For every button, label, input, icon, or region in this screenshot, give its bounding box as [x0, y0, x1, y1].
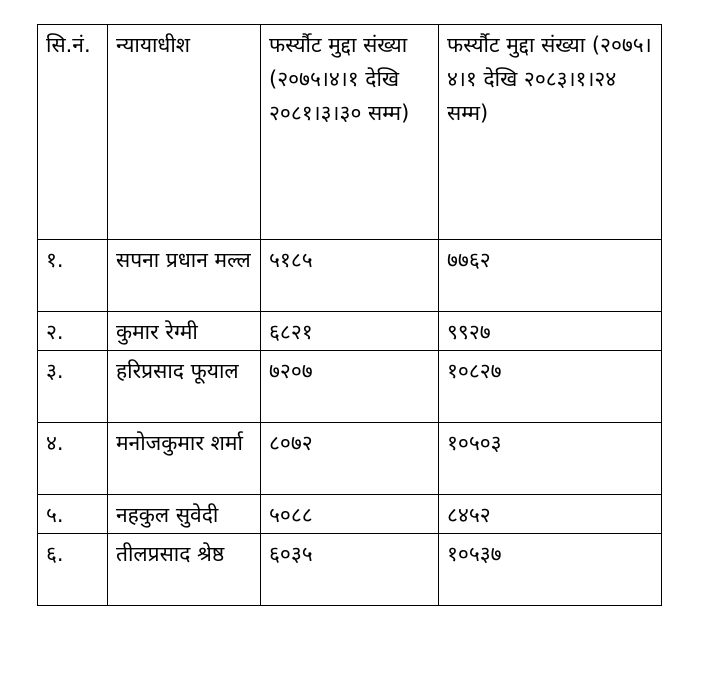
row-count-2081: ८०७२: [261, 423, 439, 495]
row-count-2081: ७२०७: [261, 351, 439, 423]
row-count-2081: ६०३५: [261, 534, 439, 606]
judges-case-table: [37, 24, 662, 606]
table-row: [38, 351, 662, 423]
header-judge: न्यायाधीश: [108, 25, 261, 240]
row-serial-number: ६.: [38, 534, 108, 606]
row-count-2081: ५०८८: [261, 495, 439, 534]
row-count-2083: १०८२७: [439, 351, 662, 423]
row-serial-number: ३.: [38, 351, 108, 423]
row-count-2083: ७७६२: [439, 240, 662, 312]
table-row: [38, 312, 662, 351]
row-count-2083: ९९२७: [439, 312, 662, 351]
table-header-row: [38, 25, 662, 240]
table-row: [38, 495, 662, 534]
row-serial-number: १.: [38, 240, 108, 312]
row-judge-name: हरिप्रसाद फूयाल: [108, 351, 261, 423]
row-count-2083: ८४५२: [439, 495, 662, 534]
row-count-2083: १०५३७: [439, 534, 662, 606]
row-judge-name: तीलप्रसाद श्रेष्ठ: [108, 534, 261, 606]
row-judge-name: मनोजकुमार शर्मा: [108, 423, 261, 495]
row-count-2081: ६८२१: [261, 312, 439, 351]
table-row: [38, 423, 662, 495]
row-count-2081: ५१८५: [261, 240, 439, 312]
row-judge-name: कुमार रेग्मी: [108, 312, 261, 351]
row-judge-name: नहकुल सुवेदी: [108, 495, 261, 534]
table-row: [38, 240, 662, 312]
header-disposed-cases-2083: फर्स्यौट मुद्दा संख्या (२०७५।४।१ देखि २०८३।१।२४ सम्म): [439, 25, 662, 240]
table-row: [38, 534, 662, 606]
row-judge-name: सपना प्रधान मल्ल: [108, 240, 261, 312]
row-serial-number: २.: [38, 312, 108, 351]
row-serial-number: ५.: [38, 495, 108, 534]
header-serial-number: सि.नं.: [38, 25, 108, 240]
row-count-2083: १०५०३: [439, 423, 662, 495]
row-serial-number: ४.: [38, 423, 108, 495]
header-disposed-cases-2081: फर्स्यौट मुद्दा संख्या (२०७५।४।१ देखि २०८१।३।३० सम्म): [261, 25, 439, 240]
